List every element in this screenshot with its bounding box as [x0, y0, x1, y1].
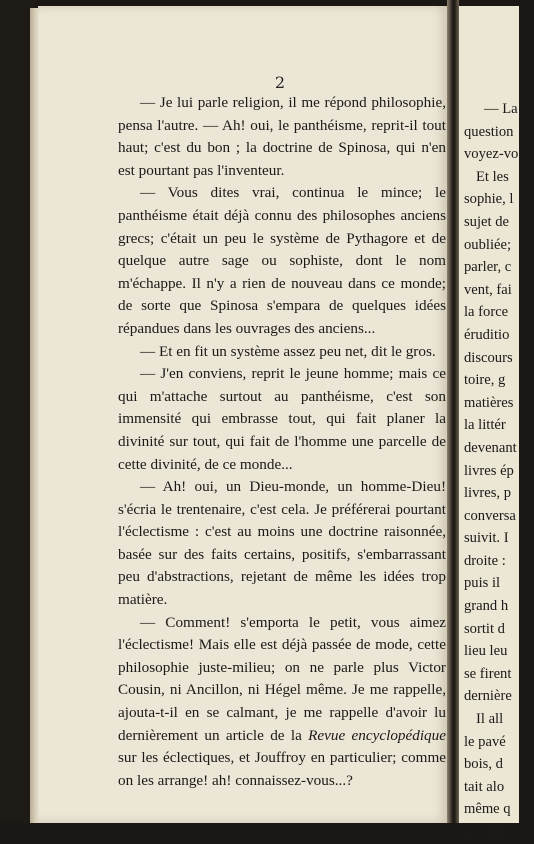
- book-gutter: [447, 0, 459, 823]
- text-line: même q: [464, 801, 511, 818]
- text-line: voyez-vo: [464, 146, 519, 163]
- main-text: [118, 92, 446, 792]
- text-line: puis il: [464, 575, 501, 592]
- text-line: question: [464, 123, 514, 140]
- text-line: la force: [464, 304, 509, 321]
- text-line: dernière: [464, 688, 512, 705]
- text-line: conversa: [464, 507, 516, 524]
- text-line: bois, d: [464, 756, 503, 773]
- text-line: toire, g: [464, 372, 506, 389]
- text-line: sophie, l: [464, 191, 514, 208]
- paragraph: — Et en fit un système assez peu net, dit le gros.: [140, 342, 436, 360]
- paragraph: — Je lui parle religion, il me répond philosophie, pensa l'autre. — Ah! oui, le panthéisme, reprit-il tout haut; c'est du bon ; la doctrine de Spinosa, qui n'en est pourtant pas l'inventeur.: [118, 94, 446, 179]
- page-number: 2: [274, 73, 286, 92]
- text-line: vent, fai: [464, 281, 512, 298]
- text-line: droite :: [464, 552, 506, 569]
- text-line: se firent: [464, 665, 512, 682]
- text-line: sortit d: [464, 620, 505, 637]
- text-line: livres ép: [464, 462, 514, 479]
- paragraph: [118, 612, 446, 793]
- scan-background: [0, 0, 34, 823]
- text-line: le pavé: [464, 733, 506, 750]
- text-line: éruditio: [464, 326, 510, 343]
- text-line: tait alo: [464, 778, 505, 795]
- text-line: lieu leu: [464, 643, 508, 660]
- journal-title: Revue encyclopédique: [308, 726, 446, 744]
- paragraph: — Vous dites vrai, continua le mince; le panthéisme était déjà connu des philosophes anciens grecs; c'était un peu le système de Pythagore et de quelque autre sage ou sophiste, dont le nom m'échappe. Il n'y a rien de nouveau dans ce monde; de sorte que Spinosa s'empara de quelques idées répandues dans les ouvrages des anciens...: [118, 184, 446, 337]
- text-line: oubliée;: [464, 236, 512, 253]
- right-page-text: [464, 98, 534, 844]
- text-line: matières: [464, 394, 514, 411]
- text-line: la littér: [464, 417, 506, 434]
- right-page: [459, 6, 519, 840]
- paragraph-text: sur les éclectiques, et Jouffroy en particulier; comme on les arrange! ah! connaissez-vous...?: [118, 749, 446, 789]
- paragraph: — J'en conviens, reprit le jeune homme; mais ce qui m'attache surtout au panthéisme, c'est son immensité qui embrasse tout, qui fait planer la divinité sur tout, qui fait de l'homme une parcelle de cette divinité, de ce monde...: [118, 365, 446, 473]
- paragraph-text: — Comment! s'emporta le petit, vous aimez l'éclectisme! Mais elle est déjà passée de mode, cette philosophie juste-milieu; on ne parle plus Victor Cousin, ni Ancillon, ni Hégel même. Je me rappelle, ajouta-t-il en se calmant, je me rappelle d'avoir lu dernièrement un article de la: [118, 613, 446, 744]
- text-line: les deux: [464, 824, 513, 840]
- text-line: sujet de: [464, 213, 509, 230]
- text-line: Et les: [476, 168, 509, 185]
- text-line: parler, c: [464, 259, 512, 276]
- text-line: — La: [484, 101, 518, 117]
- text-line: grand h: [464, 598, 509, 615]
- text-line: suivit. I: [464, 530, 509, 547]
- text-line: Il all: [476, 711, 504, 728]
- text-line: discours: [464, 349, 513, 366]
- text-line: livres, p: [464, 485, 512, 502]
- text-line: devenant: [464, 439, 517, 456]
- paragraph: — Ah! oui, un Dieu-monde, un homme-Dieu! s'écria le trentenaire, c'est cela. Je préférerai pourtant l'éclectisme : c'est au moins une doctrine raisonnée, basée sur des faits certains, positifs, s'embarrassant peu d'abstractions, rejetant de même les idées trop matière.: [118, 478, 446, 609]
